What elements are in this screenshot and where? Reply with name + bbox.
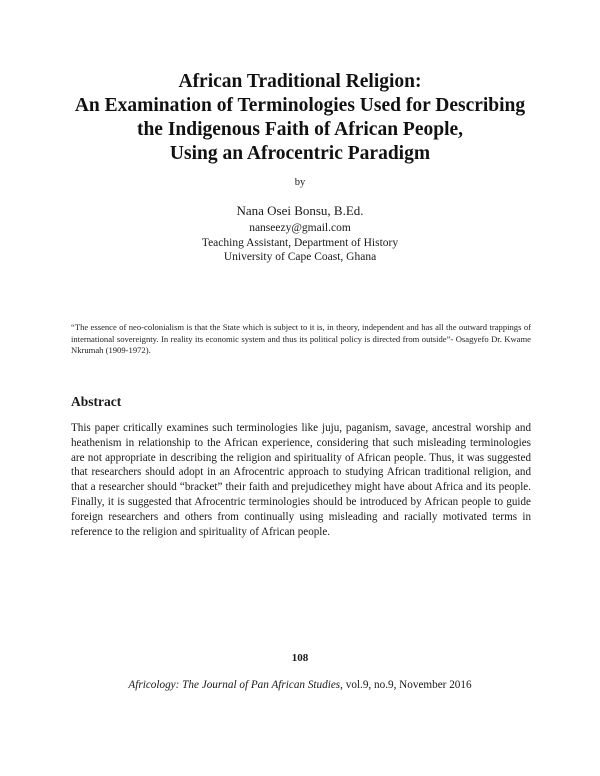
author-name: Nana Osei Bonsu, B.Ed. [236,203,364,218]
author-affiliation [0,221,600,265]
by-line: by [294,177,306,188]
page-number: 108 [291,652,309,664]
title-line: African Traditional Religion: [178,71,422,92]
title-line: An Examination of Terminologies Used for Describing [74,95,526,116]
abstract-body: This paper critically examines such terminologies like juju, paganism, savage, ancestral worship and heathenism in relationship to the African experience, considering that such misleading terminologies are not appropriate in describing the religion and spirituality of African people. Thus, it was suggested that researchers should adopt in an Afrocentric approach to studying African traditional religion, and that a researcher should “bracket” their faith and prejudicethey might have about Africa and its people. Finally, it is suggested that Afrocentric terminologies should be introduced by African people to guide foreign researchers and others from continually using misleading and racially motivated terms in reference to the religion and spirituality of African people. [71,422,531,538]
author-institution: University of Cape Coast, Ghana [223,251,377,263]
journal-footer [0,679,600,691]
journal-name: Africology: The Journal of Pan African Studies [128,679,341,691]
author-position: Teaching Assistant, Department of History [201,236,399,249]
author-email: nanseezy@gmail.com [249,222,351,234]
paper-title [0,70,600,166]
abstract-heading: Abstract [71,394,122,409]
journal-details: , vol.9, no.9, November 2016 [340,679,472,691]
epigraph-quote: “The essence of neo-colonialism is that the State which is subject to it is, in theory, independent and has all the outward trappings of international sovereignty. In reality its economic system and thus its political policy is directed from outside”- Osagyefo Dr. Kwame Nkrumah (1909-1972). [71,322,531,355]
title-line: the Indigenous Faith of African People, [136,119,464,140]
title-line: Using an Afrocentric Paradigm [169,143,431,164]
